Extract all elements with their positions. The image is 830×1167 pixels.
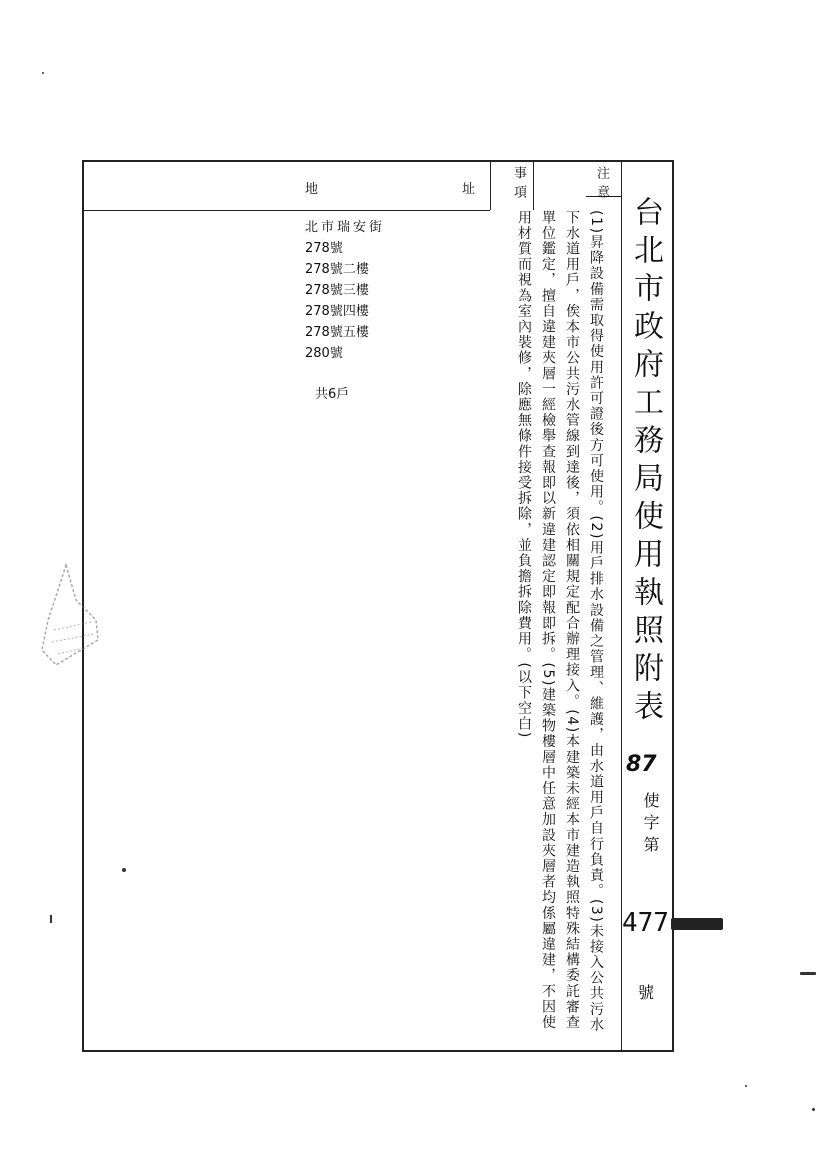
column-divider-address [490,160,491,210]
header-divider [84,210,490,211]
scan-speck [50,915,52,923]
ink-smudge [671,918,723,930]
address-line: 278號五樓 [305,325,369,340]
address-line: 280號 [305,346,343,361]
scan-speck [122,868,126,872]
notes-text: (1)昇降設備需取得使用許可證後方可使用。(2)用戶排水設備之管理、維護，由水道用戶自行負責。(3)未接入公共污水下水道用戶，俟本市公共污水管線到達後，須依相關規定配合辦理接入。(4)本建築未經本市建造執照特殊結構委託審查單位鑑定，擅自違建夾層一經檢舉查報即以新違建認定即報即拆。(5)建築物樓層中任意加設夾層者均係屬違建，不因使用材質而視為室內裝修，除應無條件接受拆除，並負擔拆除費用。(以下空白) [516,210,604,1033]
address-line: 278號 [305,241,343,256]
address-line: 278號二樓 [305,262,369,277]
document-title: 台北市政府工務局使用執照附表 [628,196,663,728]
matters-header: 事項 [511,166,526,204]
permit-year: 87 [626,752,657,777]
scan-speck [42,72,44,74]
permit-word: 使字第 [641,792,660,858]
permit-number: 477 [622,908,723,938]
address-list [305,217,385,364]
address-line: 北市瑞安街 [305,220,386,235]
faded-stamp [36,560,102,670]
permit-suffix: 號 [638,983,655,1002]
scan-speck [812,1108,815,1111]
address-line: 278號四樓 [305,304,369,319]
scan-speck [800,972,816,975]
notes-header: 注意 [594,166,609,204]
column-divider-matters [533,160,534,210]
household-total: 共6戶 [315,387,350,402]
address-line: 278號三樓 [305,283,369,298]
scan-speck [745,1085,747,1087]
address-header-char2: 址 [462,182,476,197]
address-header-char1: 地 [305,182,319,197]
